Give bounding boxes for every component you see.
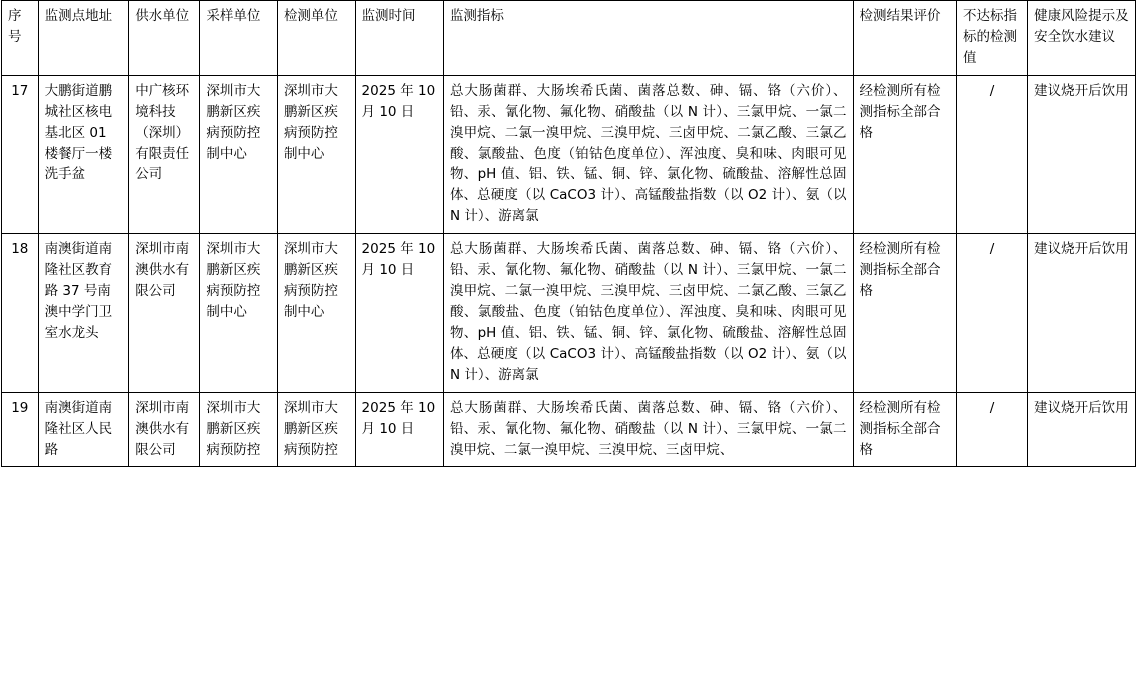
cell-testing-unit: 深圳市大鹏新区疾病预防控制中心 xyxy=(277,75,355,233)
table-row xyxy=(2,392,1136,467)
column-header-unqualified-value: 不达标指标的检测值 xyxy=(957,1,1028,76)
column-header-monitor-date: 监测时间 xyxy=(355,1,443,76)
column-header-advice: 健康风险提示及安全饮水建议 xyxy=(1028,1,1136,76)
cell-sequence: 17 xyxy=(2,75,39,233)
cell-address: 南澳街道南隆社区教育路 37 号南澳中学门卫室水龙头 xyxy=(38,234,129,392)
cell-sequence: 18 xyxy=(2,234,39,392)
table-row xyxy=(2,234,1136,392)
cell-sampling-unit: 深圳市大鹏新区疾病预防控制中心 xyxy=(200,75,278,233)
cell-supply-unit: 中广核环境科技（深圳）有限责任公司 xyxy=(129,75,200,233)
cell-testing-unit: 深圳市大鹏新区疾病预防控制中心 xyxy=(277,234,355,392)
cell-sampling-unit: 深圳市大鹏新区疾病预防控 xyxy=(200,392,278,467)
cell-evaluation: 经检测所有检测指标全部合格 xyxy=(853,234,956,392)
cell-unqualified-value: / xyxy=(957,234,1028,392)
column-header-monitor-items: 监测指标 xyxy=(443,1,853,76)
column-header-evaluation: 检测结果评价 xyxy=(853,1,956,76)
column-header-address: 监测点地址 xyxy=(38,1,129,76)
cell-sampling-unit: 深圳市大鹏新区疾病预防控制中心 xyxy=(200,234,278,392)
water-quality-monitoring-table xyxy=(1,0,1136,467)
cell-address: 南澳街道南隆社区人民路 xyxy=(38,392,129,467)
cell-monitor-date: 2025 年 10 月 10 日 xyxy=(355,75,443,233)
cell-supply-unit: 深圳市南澳供水有限公司 xyxy=(129,234,200,392)
cell-evaluation: 经检测所有检测指标全部合格 xyxy=(853,75,956,233)
cell-monitor-items: 总大肠菌群、大肠埃希氏菌、菌落总数、砷、镉、铬（六价）、铅、汞、氰化物、氟化物、硝酸盐（以 N 计）、三氯甲烷、一氯二溴甲烷、二氯一溴甲烷、三溴甲烷、三卤甲烷、二氯乙酸、三氯乙酸、氯酸盐、色度（铂钴色度单位）、浑浊度、臭和味、肉眼可见物、pH 值、铝、铁、锰、铜、锌、氯化物、硫酸盐、溶解性总固体、总硬度（以 CaCO3 计）、高锰酸盐指数（以 O2 计）、氨（以 N 计）、游离氯 xyxy=(443,75,853,233)
cell-monitor-items: 总大肠菌群、大肠埃希氏菌、菌落总数、砷、镉、铬（六价）、铅、汞、氰化物、氟化物、硝酸盐（以 N 计）、三氯甲烷、一氯二溴甲烷、二氯一溴甲烷、三溴甲烷、三卤甲烷、二氯乙酸、三氯乙酸、氯酸盐、色度（铂钴色度单位）、浑浊度、臭和味、肉眼可见物、pH 值、铝、铁、锰、铜、锌、氯化物、硫酸盐、溶解性总固体、总硬度（以 CaCO3 计）、高锰酸盐指数（以 O2 计）、氨（以 N 计）、游离氯 xyxy=(443,234,853,392)
cell-advice: 建议烧开后饮用 xyxy=(1028,392,1136,467)
table-header-row xyxy=(2,1,1136,76)
cell-monitor-date: 2025 年 10 月 10 日 xyxy=(355,234,443,392)
cell-evaluation: 经检测所有检测指标全部合格 xyxy=(853,392,956,467)
cell-supply-unit: 深圳市南澳供水有限公司 xyxy=(129,392,200,467)
cell-monitor-date: 2025 年 10 月 10 日 xyxy=(355,392,443,467)
cell-advice: 建议烧开后饮用 xyxy=(1028,234,1136,392)
column-header-sequence: 序号 xyxy=(2,1,39,76)
cell-testing-unit: 深圳市大鹏新区疾病预防控 xyxy=(277,392,355,467)
column-header-supply-unit: 供水单位 xyxy=(129,1,200,76)
cell-advice: 建议烧开后饮用 xyxy=(1028,75,1136,233)
cell-monitor-items: 总大肠菌群、大肠埃希氏菌、菌落总数、砷、镉、铬（六价）、铅、汞、氰化物、氟化物、硝酸盐（以 N 计）、三氯甲烷、一氯二溴甲烷、二氯一溴甲烷、三溴甲烷、三卤甲烷、 xyxy=(443,392,853,467)
column-header-testing-unit: 检测单位 xyxy=(277,1,355,76)
cell-sequence: 19 xyxy=(2,392,39,467)
cell-unqualified-value: / xyxy=(957,75,1028,233)
table-row xyxy=(2,75,1136,233)
cell-unqualified-value: / xyxy=(957,392,1028,467)
column-header-sampling-unit: 采样单位 xyxy=(200,1,278,76)
cell-address: 大鹏街道鹏城社区核电基北区 01 楼餐厅一楼洗手盆 xyxy=(38,75,129,233)
